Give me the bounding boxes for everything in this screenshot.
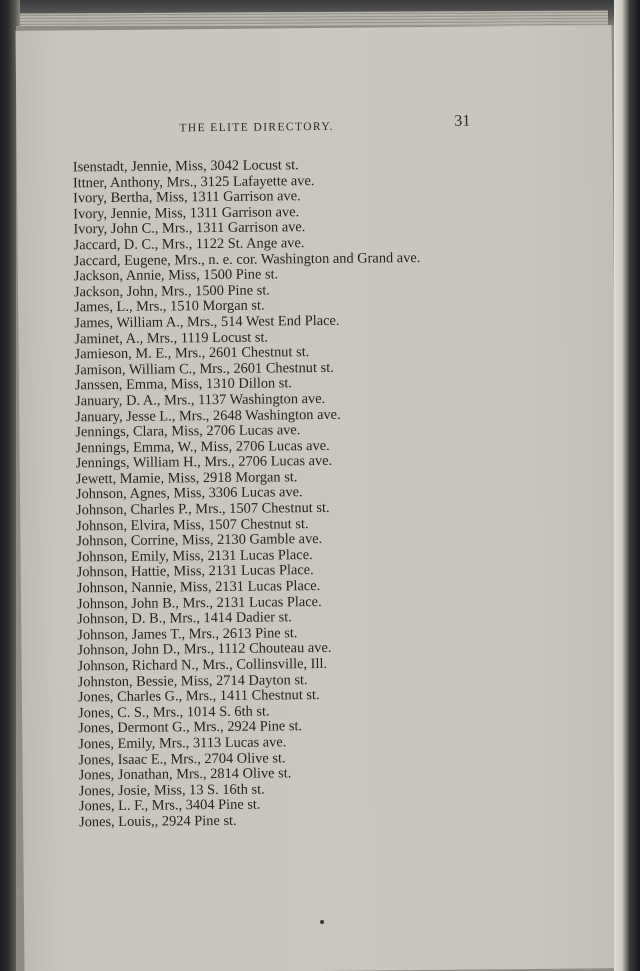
- directory-entry: Jones, Dermont G., Mrs., 2924 Pine st.: [78, 718, 303, 737]
- directory-entry: Jones, Emily, Mrs., 3113 Lucas ave.: [78, 734, 287, 753]
- directory-entry: Jones, Louis,, 2924 Pine st.: [79, 812, 237, 831]
- directory-entry: Johnson, Hattie, Miss, 2131 Lucas Place.: [76, 562, 314, 581]
- directory-entry: Johnson, John B., Mrs., 2131 Lucas Place.: [76, 593, 322, 612]
- directory-entry: Jaccard, Eugene, Mrs., n. e. cor. Washington and Grand ave.: [73, 249, 421, 269]
- directory-page: [16, 25, 621, 971]
- directory-entry: Jennings, William H., Mrs., 2706 Lucas ave.: [75, 453, 333, 472]
- directory-entry: Jones, C. S., Mrs., 1014 S. 6th st.: [77, 703, 270, 722]
- printer-mark: [320, 920, 324, 924]
- book-fore-edge: [614, 0, 640, 971]
- directory-entry: Jones, Jonathan, Mrs., 2814 Olive st.: [78, 765, 292, 784]
- directory-entry: Johnson, Nannie, Miss, 2131 Lucas Place.: [76, 578, 321, 597]
- directory-entry: Johnson, James T., Mrs., 2613 Pine st.: [77, 625, 298, 644]
- directory-entry: Johnson, Richard N., Mrs., Collinsville, Ill.: [77, 655, 328, 675]
- directory-entry: Isenstadt, Jennie, Miss, 3042 Locust st.: [72, 157, 299, 176]
- directory-entry: Ivory, John C., Mrs., 1311 Garrison ave.: [73, 219, 306, 238]
- directory-entry: Jaminet, A., Mrs., 1119 Locust st.: [74, 329, 269, 347]
- directory-entry: Ivory, Bertha, Miss, 1311 Garrison ave.: [73, 188, 301, 207]
- directory-entry: James, William A., Mrs., 514 West End Place.: [74, 312, 340, 332]
- directory-entry: Jackson, John, Mrs., 1500 Pine st.: [73, 282, 270, 301]
- directory-entry: Johnson, D. B., Mrs., 1414 Dadier st.: [77, 609, 292, 628]
- directory-entry: Johnston, Bessie, Miss, 2714 Dayton st.: [77, 671, 308, 690]
- directory-entry: Johnson, John D., Mrs., 1112 Chouteau ave.: [77, 640, 332, 659]
- directory-entry: January, Jesse L., Mrs., 2648 Washington ave.: [75, 406, 341, 425]
- directory-entry: Johnson, Emily, Miss, 2131 Lucas Place.: [76, 546, 313, 566]
- directory-entry: Ivory, Jennie, Miss, 1311 Garrison ave.: [73, 203, 300, 223]
- directory-entry: Jennings, Clara, Miss, 2706 Lucas ave.: [75, 422, 301, 441]
- directory-entry: Johnson, Agnes, Miss, 3306 Lucas ave.: [75, 484, 303, 503]
- directory-entry: Janssen, Emma, Miss, 1310 Dillon st.: [74, 375, 293, 394]
- page-number: 31: [454, 112, 471, 130]
- directory-entry: Jackson, Annie, Miss, 1500 Pine st.: [73, 266, 279, 285]
- directory-entry: Jones, Charles G., Mrs., 1411 Chestnut st.: [77, 687, 320, 706]
- running-head: THE ELITE DIRECTORY.: [179, 120, 334, 135]
- directory-entry: James, L., Mrs., 1510 Morgan st.: [74, 297, 265, 316]
- directory-entry: January, D. A., Mrs., 1137 Washington ave.: [74, 390, 326, 410]
- directory-entry: Jones, L. F., Mrs., 3404 Pine st.: [78, 796, 261, 815]
- directory-entry: Johnson, Corrine, Miss, 2130 Gamble ave.: [76, 531, 323, 550]
- directory-entry: Jewett, Mamie, Miss, 2918 Morgan st.: [75, 469, 298, 488]
- directory-entry: Jaccard, D. C., Mrs., 1122 St. Ange ave.: [73, 235, 305, 254]
- directory-entry: Johnson, Elvira, Miss, 1507 Chestnut st.: [76, 515, 309, 534]
- directory-entry-list: [73, 156, 499, 831]
- directory-entry: Jamison, William C., Mrs., 2601 Chestnut st.: [74, 359, 334, 379]
- directory-entry: Jamieson, M. E., Mrs., 2601 Chestnut st.: [74, 344, 310, 363]
- directory-entry: Johnson, Charles P., Mrs., 1507 Chestnut st.: [76, 499, 330, 519]
- directory-entry: Jennings, Emma, W., Miss, 2706 Lucas ave.: [75, 437, 330, 457]
- directory-entry: Jones, Josie, Miss, 13 S. 16th st.: [78, 781, 265, 800]
- directory-entry: Ittner, Anthony, Mrs., 3125 Lafayette ave.: [72, 172, 315, 191]
- directory-entry: Jones, Isaac E., Mrs., 2704 Olive st.: [78, 749, 286, 768]
